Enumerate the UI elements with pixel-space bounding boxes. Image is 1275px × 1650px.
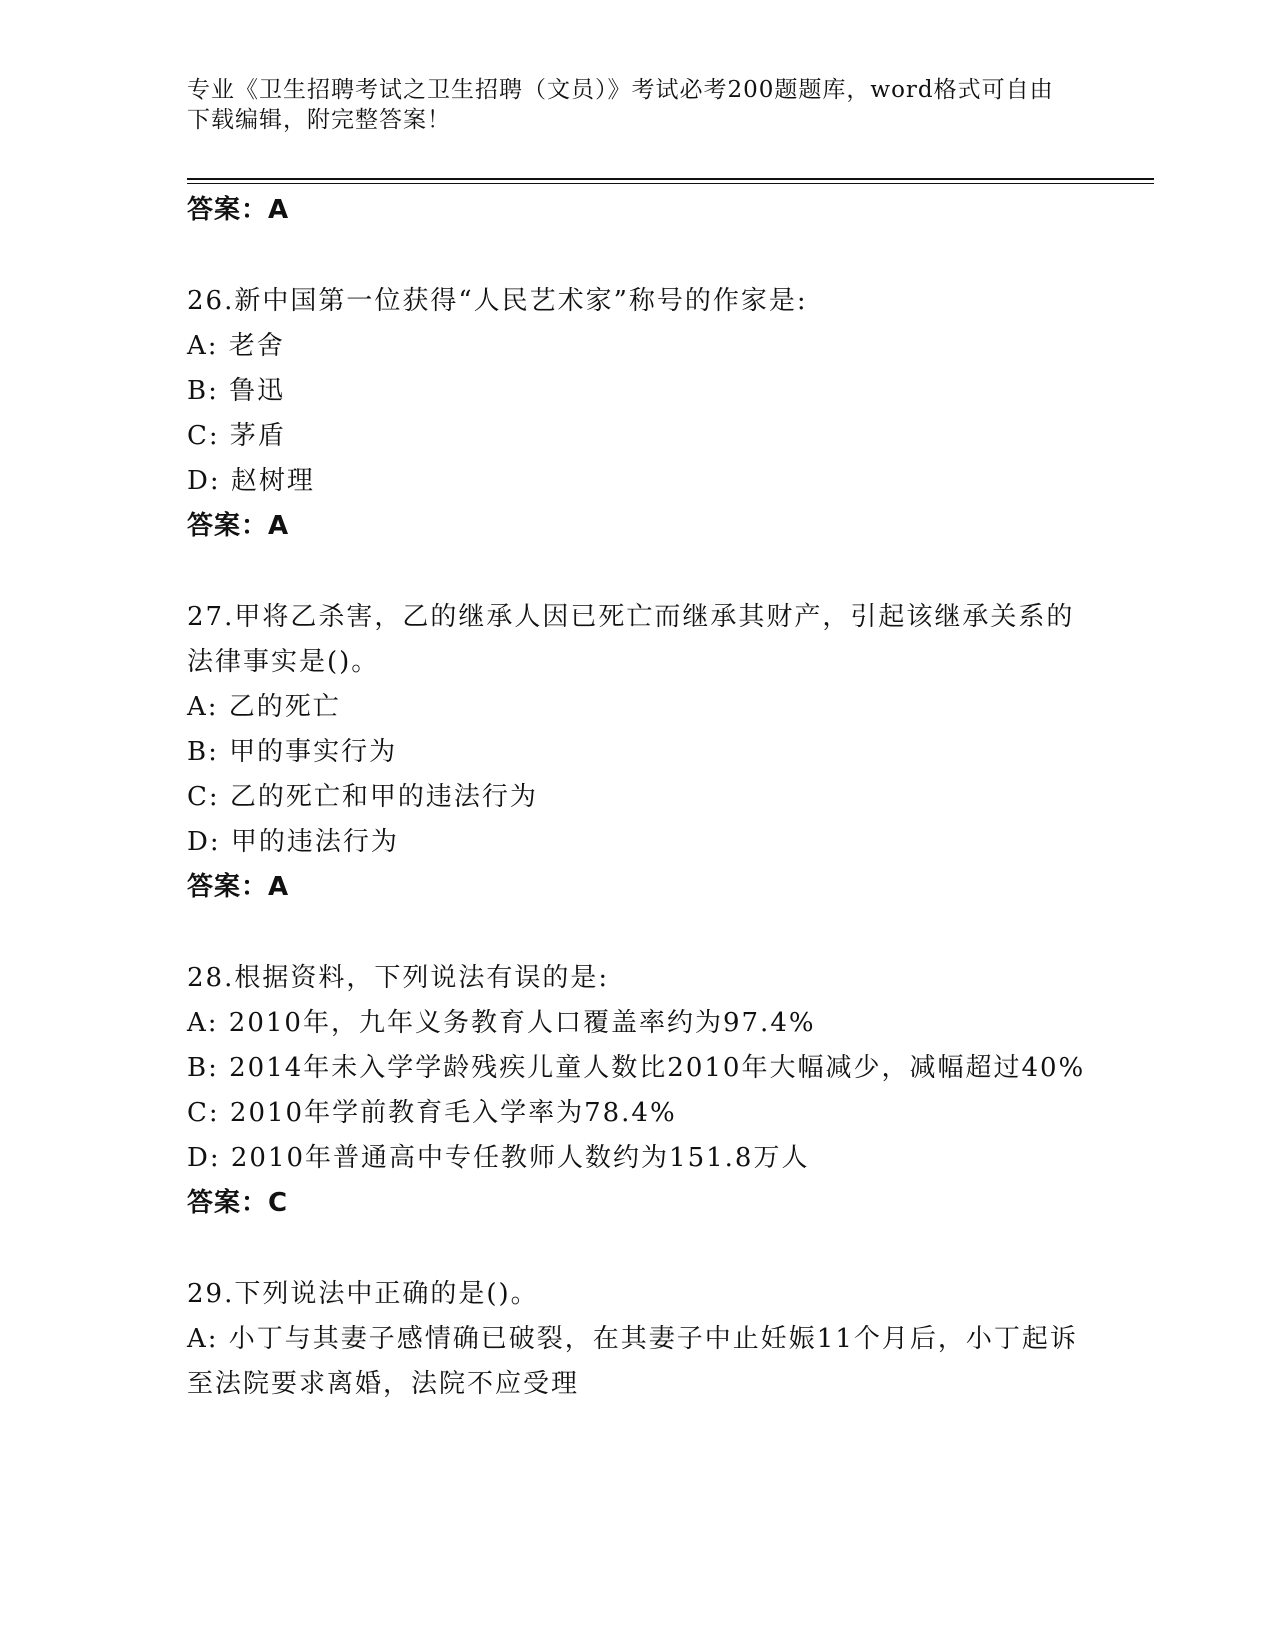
option-c: C: 茅盾 <box>187 421 286 451</box>
answer: 答案：A <box>187 511 290 541</box>
question-27 <box>187 595 1087 910</box>
option-d: D: 赵树理 <box>187 466 315 496</box>
question-text: 27.甲将乙杀害，乙的继承人因已死亡而继承其财产，引起该继承关系的法律事实是()。 <box>187 602 1075 677</box>
answer: 答案：A <box>187 872 290 902</box>
question-list <box>187 188 1087 1407</box>
question-26 <box>187 279 1087 549</box>
option-c: C: 2010年学前教育毛入学率为78.4% <box>187 1098 677 1128</box>
option-b: B: 甲的事实行为 <box>187 737 398 767</box>
document-header: 专业《卫生招聘考试之卫生招聘（文员）》考试必考200题题库，word格式可自由下载编辑，附完整答案！ <box>187 77 1054 133</box>
option-b: B: 鲁迅 <box>187 376 286 406</box>
previous-answer: 答案：A <box>187 195 290 225</box>
answer: 答案：C <box>187 1188 289 1218</box>
option-a: A: 2010年，九年义务教育人口覆盖率约为97.4% <box>187 1008 816 1038</box>
option-d: D: 2010年普通高中专任教师人数约为151.8万人 <box>187 1143 810 1173</box>
question-text: 29.下列说法中正确的是()。 <box>187 1279 539 1309</box>
question-text: 26.新中国第一位获得“人民艺术家”称号的作家是: <box>187 286 808 316</box>
option-c: C: 乙的死亡和甲的违法行为 <box>187 782 538 812</box>
option-b: B: 2014年未入学学龄残疾儿童人数比2010年大幅减少，减幅超过40% <box>187 1053 1086 1083</box>
question-text: 28.根据资料，下列说法有误的是: <box>187 963 610 993</box>
question-28 <box>187 956 1087 1226</box>
header-rule-thick <box>187 178 1154 180</box>
option-a: A: 老舍 <box>187 331 285 361</box>
question-29 <box>187 1272 1087 1407</box>
option-a: A: 乙的死亡 <box>187 692 341 722</box>
option-a: A: 小丁与其妻子感情确已破裂，在其妻子中止妊娠11个月后，小丁起诉至法院要求离婚，法院不应受理 <box>187 1324 1078 1399</box>
option-d: D: 甲的违法行为 <box>187 827 399 857</box>
header-rule-thin <box>187 183 1154 184</box>
